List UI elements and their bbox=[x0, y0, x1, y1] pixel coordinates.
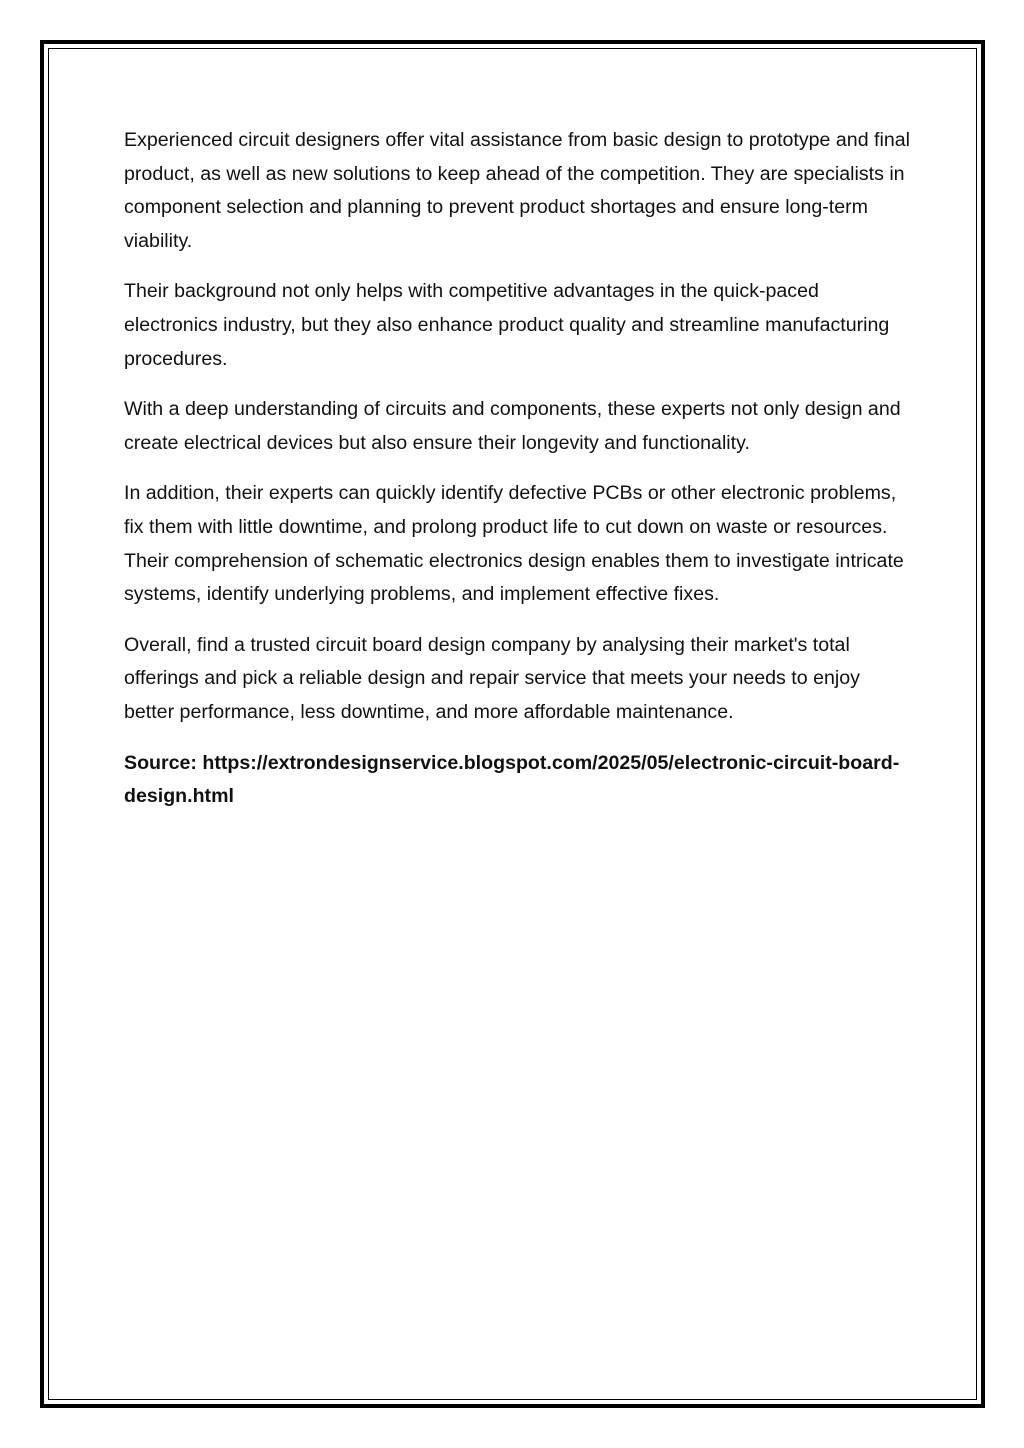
paragraph-1: Experienced circuit designers offer vital assistance from basic design to prototype and final product, as well as new solutions to keep ahead of the competition. They are specialists in component selection and planning to prevent product shortages and ensure long-term viability. bbox=[124, 129, 910, 252]
document-body bbox=[124, 124, 914, 831]
source-link[interactable]: Source: https://extrondesignservice.blogspot.com/2025/05/electronic-circuit-board-design.html bbox=[124, 751, 900, 808]
paragraph-2: Their background not only helps with competitive advantages in the quick-paced electronics industry, but they also enhance product quality and streamline manufacturing procedures. bbox=[124, 280, 890, 370]
paragraph-3: With a deep understanding of circuits and components, these experts not only design and create electrical devices but also ensure their longevity and functionality. bbox=[124, 398, 901, 454]
paragraph-5: Overall, find a trusted circuit board design company by analysing their market's total offerings and pick a reliable design and repair service that meets your needs to enjoy better performance, less downtime, and more affordable maintenance. bbox=[124, 633, 860, 723]
paragraph-4: In addition, their experts can quickly identify defective PCBs or other electronic problems, fix them with little downtime, and prolong product life to cut down on waste or resources. Their comprehension of schematic electronics design enables them to investigate intricate systems, identify underlying problems, and implement effective fixes. bbox=[124, 482, 904, 606]
